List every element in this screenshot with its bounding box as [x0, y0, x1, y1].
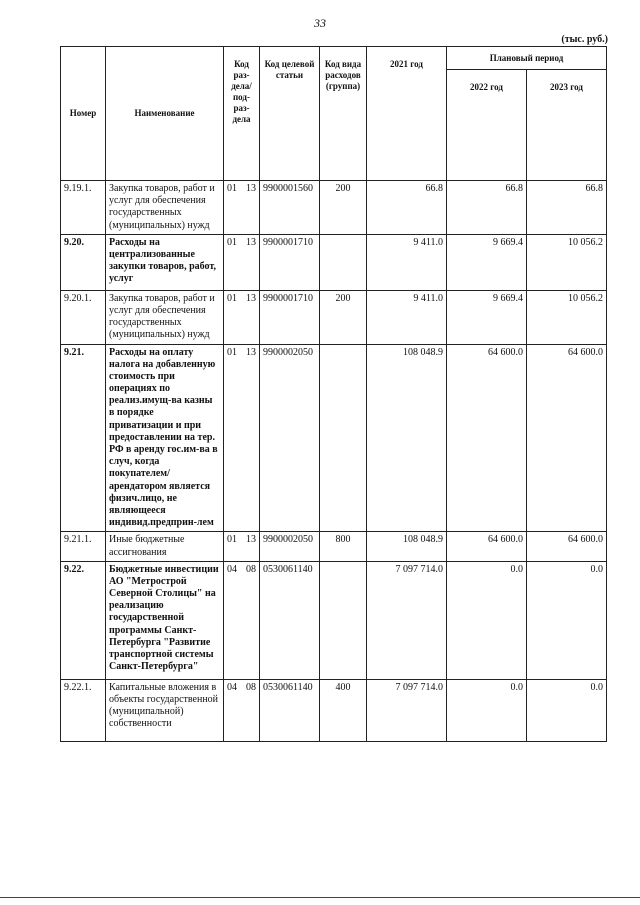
- row-name: Бюджетные инвестиции АО "Метрострой Северной Столицы" на реализацию государственной программы Санкт-Петербурга "Развитие транспортной системы Санкт-Петербурга": [106, 561, 224, 679]
- header-planned-period: Плановый период: [447, 47, 607, 70]
- row-value-2022: 9 669.4: [447, 290, 527, 344]
- row-expense-code: [320, 234, 367, 290]
- row-target-code: 9900001710: [260, 290, 320, 344]
- row-expense-code: 200: [320, 290, 367, 344]
- row-value-2022: 64 600.0: [447, 344, 527, 532]
- row-name: Расходы на централизованные закупки товаров, работ, услуг: [106, 234, 224, 290]
- row-number: 9.20.: [61, 234, 106, 290]
- row-value-2023: 0.0: [527, 679, 607, 741]
- row-target-code: 0530061140: [260, 679, 320, 741]
- row-number: 9.21.: [61, 344, 106, 532]
- row-number: 9.21.1.: [61, 532, 106, 561]
- row-value-2023: 64 600.0: [527, 532, 607, 561]
- table-row: [61, 679, 607, 741]
- row-value-2021: 7 097 714.0: [367, 561, 447, 679]
- row-value-2023: 0.0: [527, 561, 607, 679]
- row-value-2021: 9 411.0: [367, 234, 447, 290]
- budget-table: [60, 46, 607, 742]
- row-section: 04: [224, 679, 241, 741]
- table-row: [61, 532, 607, 561]
- row-target-code: 9900001560: [260, 181, 320, 235]
- row-value-2022: 66.8: [447, 181, 527, 235]
- row-value-2022: 64 600.0: [447, 532, 527, 561]
- row-target-code: 9900002050: [260, 344, 320, 532]
- row-subsection: 13: [241, 181, 260, 235]
- row-subsection: 13: [241, 290, 260, 344]
- row-name: Капитальные вложения в объекты государственной (муниципальной) собственности: [106, 679, 224, 741]
- row-number: 9.22.1.: [61, 679, 106, 741]
- row-subsection: 08: [241, 679, 260, 741]
- row-subsection: 13: [241, 234, 260, 290]
- header-expense: Код вида расходов (группа): [320, 47, 367, 181]
- row-value-2021: 108 048.9: [367, 344, 447, 532]
- row-name: Закупка товаров, работ и услуг для обеспечения государственных (муниципальных) нужд: [106, 181, 224, 235]
- row-value-2023: 10 056.2: [527, 234, 607, 290]
- row-subsection: 13: [241, 344, 260, 532]
- row-expense-code: [320, 561, 367, 679]
- row-value-2021: 9 411.0: [367, 290, 447, 344]
- header-section: Код раз-дела/ под-раз-дела: [224, 47, 260, 181]
- row-value-2022: 0.0: [447, 561, 527, 679]
- row-value-2021: 7 097 714.0: [367, 679, 447, 741]
- row-value-2022: 9 669.4: [447, 234, 527, 290]
- row-section: 01: [224, 344, 241, 532]
- table-body: [61, 181, 607, 742]
- row-expense-code: 800: [320, 532, 367, 561]
- row-expense-code: [320, 344, 367, 532]
- table-row: [61, 181, 607, 235]
- row-section: 01: [224, 234, 241, 290]
- row-name: Расходы на оплату налога на добавленную стоимость при операциях по реализ.имущ-ва казны в порядке приватизации и при предоставлении на тер. РФ в аренду гос.им-ва в случ, когда покупателем/арендатором является физич.лицо, не являющееся индивид.предприн-лем: [106, 344, 224, 532]
- row-target-code: 9900001710: [260, 234, 320, 290]
- header-2022: 2022 год: [447, 70, 527, 181]
- table-row: [61, 344, 607, 532]
- bottom-rule: [0, 897, 640, 898]
- header-target: Код целевой статьи: [260, 47, 320, 181]
- header-name: Наименование: [106, 47, 224, 181]
- row-expense-code: 200: [320, 181, 367, 235]
- header-2021: 2021 год: [367, 47, 447, 181]
- row-value-2022: 0.0: [447, 679, 527, 741]
- row-number: 9.19.1.: [61, 181, 106, 235]
- row-section: 01: [224, 290, 241, 344]
- row-value-2023: 64 600.0: [527, 344, 607, 532]
- table-row: [61, 234, 607, 290]
- row-value-2023: 66.8: [527, 181, 607, 235]
- row-number: 9.20.1.: [61, 290, 106, 344]
- row-name: Закупка товаров, работ и услуг для обеспечения государственных (муниципальных) нужд: [106, 290, 224, 344]
- row-value-2021: 108 048.9: [367, 532, 447, 561]
- row-target-code: 0530061140: [260, 561, 320, 679]
- row-target-code: 9900002050: [260, 532, 320, 561]
- table-row: [61, 561, 607, 679]
- table-row: [61, 290, 607, 344]
- row-section: 01: [224, 532, 241, 561]
- row-section: 04: [224, 561, 241, 679]
- row-section: 01: [224, 181, 241, 235]
- row-number: 9.22.: [61, 561, 106, 679]
- header-2023: 2023 год: [527, 70, 607, 181]
- row-subsection: 08: [241, 561, 260, 679]
- row-name: Иные бюджетные ассигнования: [106, 532, 224, 561]
- page-number: 33: [314, 16, 326, 30]
- row-value-2023: 10 056.2: [527, 290, 607, 344]
- header-number: Номер: [61, 47, 106, 181]
- row-subsection: 13: [241, 532, 260, 561]
- row-value-2021: 66.8: [367, 181, 447, 235]
- units-label: (тыс. руб.): [561, 34, 608, 45]
- row-expense-code: 400: [320, 679, 367, 741]
